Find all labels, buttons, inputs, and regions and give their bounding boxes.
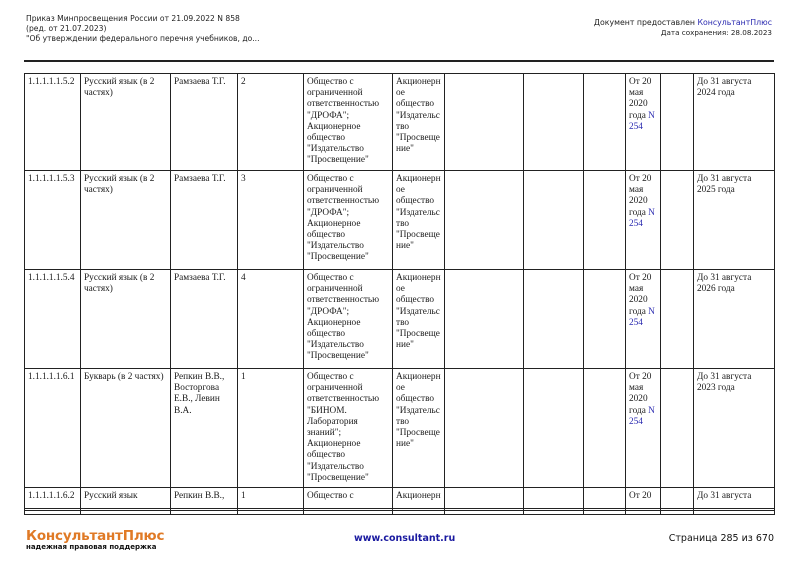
rights-holder: Акционерн ое общество "Издательс тво "Просвеще ние" <box>393 74 445 171</box>
textbook-title: Русский язык (в 2 частях) <box>81 74 171 171</box>
empty-cell <box>661 74 694 171</box>
table-row <box>25 270 775 369</box>
order-title-line: Приказ Минпросвещения России от 21.09.2022 N 858 <box>26 14 240 23</box>
authors: Рамзаева Т.Г. <box>171 270 238 369</box>
textbook-title: Русский язык <box>81 488 171 515</box>
provided-by-label: Документ предоставлен <box>593 18 698 27</box>
order-date: От 20 <box>629 491 652 502</box>
grade: 4 <box>238 270 304 369</box>
empty-cell <box>524 74 584 171</box>
rights-holder: Акционерн <box>393 488 445 515</box>
order-date: От 20 мая 2020 года <box>629 174 652 218</box>
publisher: Общество с ограниченной ответственностью "ДРОФА"; Акционерное общество "Издательство "Просвещение" <box>304 270 393 369</box>
order-date: От 20 мая 2020 года <box>629 372 652 416</box>
table-row <box>25 171 775 270</box>
valid-until: До 31 августа 2023 года <box>694 369 775 488</box>
header-divider <box>24 60 774 62</box>
grade: 1 <box>238 369 304 488</box>
valid-until: До 31 августа 2024 года <box>694 74 775 171</box>
rights-holder: Акционерн ое общество "Издательс тво "Просвеще ние" <box>393 369 445 488</box>
empty-cell <box>584 74 626 171</box>
order-subject-line: "Об утверждении федерального перечня учебников, до... <box>26 34 260 43</box>
table-bottom-double-rule <box>24 508 774 511</box>
rights-holder: Акционерн ое общество "Издательс тво "Просвеще ние" <box>393 171 445 270</box>
edition-line: (ред. от 21.07.2023) <box>26 24 107 33</box>
order-number-link[interactable]: N 254 <box>629 110 655 132</box>
empty-cell <box>445 369 524 488</box>
order-number-link[interactable]: N 254 <box>629 405 655 427</box>
textbook-list-table <box>24 73 775 515</box>
footer-website-link[interactable]: www.consultant.ru <box>354 533 456 544</box>
empty-cell <box>445 171 524 270</box>
valid-until: До 31 августа <box>694 488 775 515</box>
order-date: От 20 мая 2020 года <box>629 77 652 121</box>
item-number: 1.1.1.1.1.5.2 <box>25 74 81 171</box>
document-header-right <box>594 18 772 38</box>
authors: Рамзаева Т.Г. <box>171 171 238 270</box>
authors: Репкин В.В., Восторгова Е.В., Левин В.А. <box>171 369 238 488</box>
save-date: Дата сохранения: 28.08.2023 <box>660 28 772 37</box>
grade: 2 <box>238 74 304 171</box>
empty-cell <box>445 270 524 369</box>
publisher: Общество с ограниченной ответственностью "ДРОФА"; Акционерное общество "Издательство "Просвещение" <box>304 171 393 270</box>
publisher: Общество с ограниченной ответственностью "БИНОМ. Лаборатория знаний"; Акционерное общество "Издательство "Просвещение" <box>304 369 393 488</box>
empty-cell <box>661 369 694 488</box>
item-number: 1.1.1.1.1.6.1 <box>25 369 81 488</box>
valid-until: До 31 августа 2026 года <box>694 270 775 369</box>
textbook-title: Русский язык (в 2 частях) <box>81 171 171 270</box>
rights-holder: Акционерн ое общество "Издательс тво "Просвеще ние" <box>393 270 445 369</box>
page-counter: Страница 285 из 670 <box>668 533 774 544</box>
textbook-title: Русский язык (в 2 частях) <box>81 270 171 369</box>
order-reference <box>626 369 661 488</box>
table-row <box>25 369 775 488</box>
grade: 3 <box>238 171 304 270</box>
footer-tagline: надежная правовая поддержка <box>26 543 157 551</box>
provider-brand-link[interactable]: КонсультантПлюс <box>697 18 772 27</box>
order-reference <box>626 74 661 171</box>
empty-cell <box>584 369 626 488</box>
order-number-link[interactable]: N 254 <box>629 306 655 328</box>
item-number: 1.1.1.1.1.6.2 <box>25 488 81 515</box>
item-number: 1.1.1.1.1.5.4 <box>25 270 81 369</box>
textbook-title: Букварь (в 2 частях) <box>81 369 171 488</box>
order-reference <box>626 270 661 369</box>
empty-cell <box>584 270 626 369</box>
order-number-link[interactable]: N 254 <box>629 207 655 229</box>
empty-cell <box>661 171 694 270</box>
provided-by-line <box>594 18 772 28</box>
publisher: Общество с <box>304 488 393 515</box>
publisher: Общество с ограниченной ответственностью "ДРОФА"; Акционерное общество "Издательство "Просвещение" <box>304 74 393 171</box>
authors: Рамзаева Т.Г. <box>171 74 238 171</box>
item-number: 1.1.1.1.1.5.3 <box>25 171 81 270</box>
empty-cell <box>584 171 626 270</box>
footer-brand-logo: КонсультантПлюс <box>26 528 165 544</box>
order-date: От 20 мая 2020 года <box>629 273 652 317</box>
empty-cell <box>524 369 584 488</box>
valid-until: До 31 августа 2025 года <box>694 171 775 270</box>
document-header-left <box>26 14 260 44</box>
grade: 1 <box>238 488 304 515</box>
empty-cell <box>524 270 584 369</box>
empty-cell <box>524 171 584 270</box>
table-row <box>25 74 775 171</box>
order-reference <box>626 171 661 270</box>
empty-cell <box>661 270 694 369</box>
authors: Репкин В.В., <box>171 488 238 515</box>
empty-cell <box>445 74 524 171</box>
